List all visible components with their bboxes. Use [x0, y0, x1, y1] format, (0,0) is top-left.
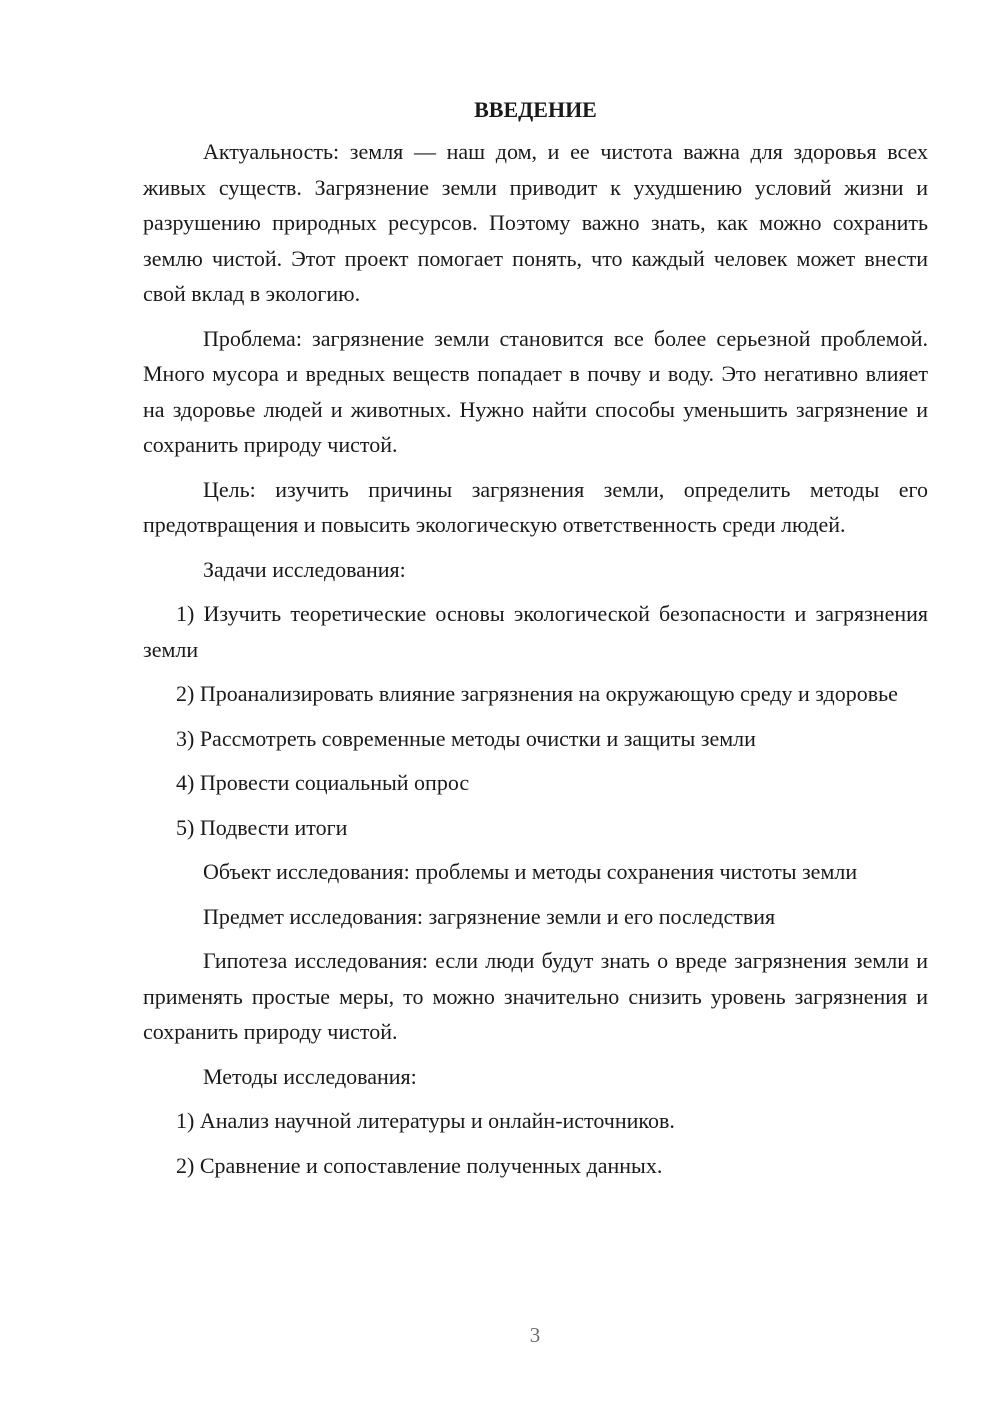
task-item: 5) Подвести итоги	[176, 814, 348, 840]
relevance-paragraph: Актуальность: земля — наш дом, и ее чистота важна для здоровья всех живых существ. Загрязнение земли приводит к ухудшению условий жизни и разрушению природных ресурсов. Поэтому важно знать, как можно сохранить землю чистой. Этот проект помогает понять, что каждый человек может внести свой вклад в экологию.	[143, 139, 928, 306]
page-number: 3	[529, 1323, 541, 1347]
subject-paragraph: Предмет исследования: загрязнение земли и его последствия	[203, 903, 776, 929]
method-item: 1) Анализ научной литературы и онлайн-источников.	[176, 1108, 675, 1133]
task-item: 1) Изучить теоретические основы экологической безопасности и загрязнения земли	[143, 601, 928, 662]
tasks-heading: Задачи исследования:	[203, 556, 406, 582]
task-item: 4) Провести социальный опрос	[176, 770, 470, 795]
page-title: ВВЕДЕНИЕ	[474, 97, 597, 122]
task-item: 3) Рассмотреть современные методы очистки и защиты земли	[176, 725, 756, 751]
object-paragraph: Объект исследования: проблемы и методы сохранения чистоты земли	[203, 859, 858, 884]
document-page	[143, 92, 928, 1183]
problem-paragraph: Проблема: загрязнение земли становится все более серьезной проблемой. Много мусора и вредных веществ попадает в почву и воду. Это негативно влияет на здоровье людей и животных. Нужно найти способы уменьшить загрязнение и сохранить природу чистой.	[143, 325, 928, 457]
methods-heading: Методы исследования:	[203, 1063, 417, 1089]
goal-paragraph: Цель: изучить причины загрязнения земли, определить методы его предотвращения и повысить экологическую ответственность среди людей.	[143, 476, 928, 537]
hypothesis-paragraph: Гипотеза исследования: если люди будут знать о вреде загрязнения земли и применять простые меры, то можно значительно снизить уровень загрязнения и сохранить природу чистой.	[143, 948, 928, 1044]
method-item: 2) Сравнение и сопоставление полученных данных.	[176, 1152, 663, 1178]
task-item: 2) Проанализировать влияние загрязнения на окружающую среду и здоровье	[176, 681, 898, 706]
